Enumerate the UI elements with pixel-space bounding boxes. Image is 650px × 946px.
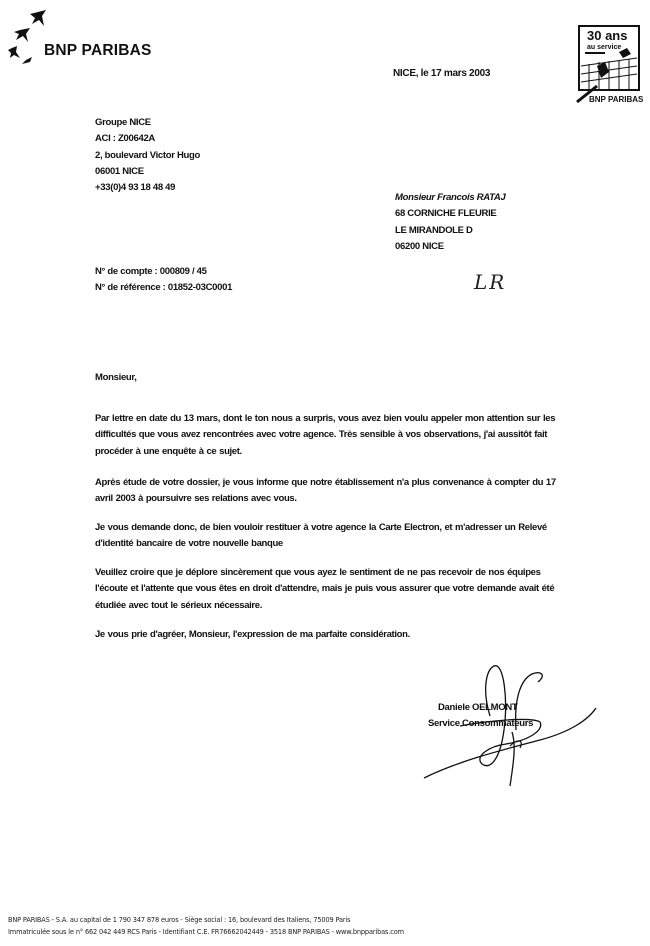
recipient-line: 06200 NICE	[395, 240, 444, 252]
footer-line-2: Immatriculée sous le n° 662 042 449 RCS Paris - Identifiant C.E. FR76662042449 - 3518 BNP PARIBAS - www.bnpparibas.com	[8, 928, 404, 936]
recipient-line: LE MIRANDOLE D	[395, 224, 473, 236]
legal-footer	[8, 914, 404, 938]
place-date: NICE, le 17 mars 2003	[393, 68, 491, 79]
svg-text:BNP PARIBAS: BNP PARIBAS	[589, 95, 643, 104]
text-line: Après étude de votre dossier, je vous informe que notre établissement n'a plus convenance à compter du 17	[95, 477, 556, 488]
bank-name: BNP PARIBAS	[44, 42, 152, 59]
sender-line: ACI : Z00642A	[95, 133, 155, 145]
recipient-address	[395, 190, 505, 255]
recipient-line: 68 CORNICHE FLEURIE	[395, 208, 497, 220]
handwritten-initials: LR	[474, 270, 507, 294]
reference-number: N° de référence : 01852-03C0001	[95, 282, 233, 293]
signer-title: Service Consommateurs	[428, 718, 534, 729]
sender-line: Groupe NICE	[95, 117, 151, 128]
text-line: procéder à une enquête à ce sujet.	[95, 445, 242, 457]
text-line: étudiée avec tout le sérieux nécessaire.	[95, 599, 262, 611]
anniversary-badge	[575, 24, 643, 104]
text-line: difficultés que vous avez rencontrées avec votre agence. Très sensible à vos observations, j'ai aussitôt fait	[95, 429, 548, 441]
text-line: l'écoute et l'attente que vous êtes en droit d'attendre, mais je puis vous assurer que votre demande avait été	[95, 583, 555, 595]
text-line: Veuillez croire que je déplore sincèrement que vous ayez le sentiment de ne pas recevoir de nos équipes	[95, 567, 541, 578]
bnp-paribas-logo	[8, 8, 208, 64]
svg-text:au service: au service	[587, 44, 622, 51]
text-line: Par lettre en date du 13 mars, dont le ton nous a surpris, vous avez bien voulu appeler mon attention sur les	[95, 413, 556, 424]
sender-line: 2, boulevard Victor Hugo	[95, 149, 201, 161]
svg-text:30 ans: 30 ans	[587, 28, 628, 43]
paragraph-3	[95, 520, 605, 553]
text-line: d'identité bancaire de votre nouvelle banque	[95, 538, 283, 550]
sender-address	[95, 115, 200, 196]
sender-phone: +33(0)4 93 18 48 49	[95, 182, 176, 194]
signer-name: Daniele OELMONT	[438, 702, 518, 713]
text-line: avril 2003 à poursuivre ses relations avec vous.	[95, 493, 297, 505]
footer-line-1: BNP PARIBAS - S.A. au capital de 1 790 347 878 euros - Siège social : 16, boulevard des Italiens, 75009 Paris	[8, 916, 351, 924]
bnp-paribas-stars-icon	[8, 8, 48, 64]
account-number: N° de compte : 000809 / 45	[95, 266, 207, 277]
paragraph-2	[95, 475, 605, 508]
salutation: Monsieur,	[95, 372, 137, 383]
signature-block	[428, 700, 533, 732]
paragraph-1	[95, 411, 605, 460]
sender-line: 06001 NICE	[95, 165, 144, 177]
references	[95, 264, 232, 296]
text-line: Je vous prie d'agréer, Monsieur, l'expression de ma parfaite considération.	[95, 629, 410, 640]
paragraph-4	[95, 565, 605, 614]
text-line: Je vous demande donc, de bien vouloir restituer à votre agence la Carte Electron, et m'adresser un Relevé	[95, 522, 547, 533]
tennis-anniversary-badge-icon	[575, 24, 643, 104]
closing-paragraph	[95, 627, 605, 643]
recipient-line: Monsieur Francois RATAJ	[395, 192, 506, 203]
